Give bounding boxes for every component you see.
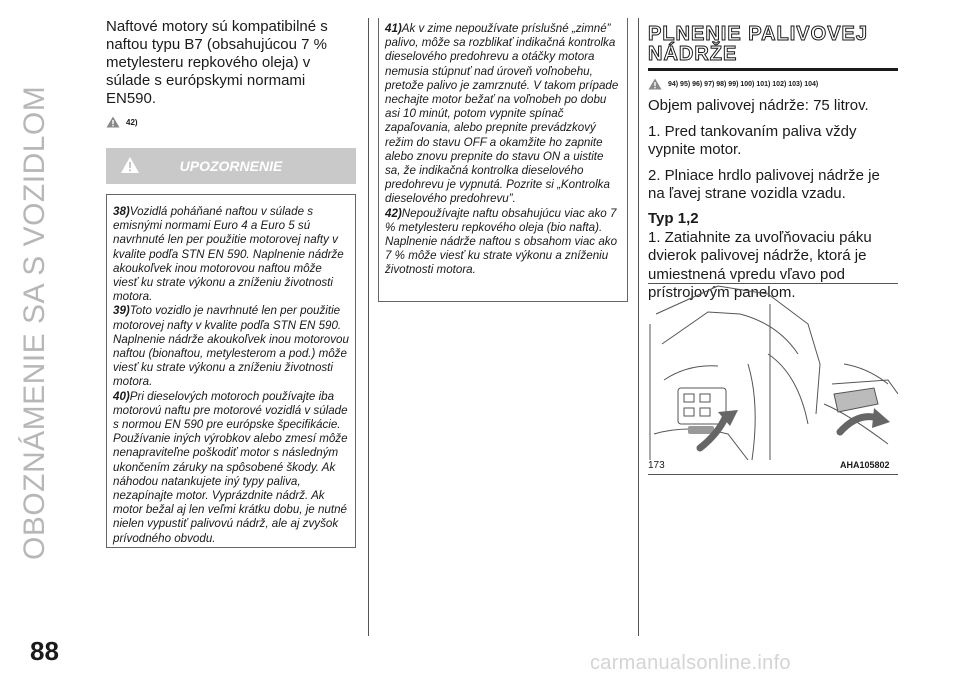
fuel-door-lever-figure [648,283,898,475]
type-heading: Typ 1,2 [648,209,699,227]
section-title: PLNENIE PALIVOVEJ NÁDRŽE [648,23,869,65]
warning-heading: UPOZORNENIE [179,158,283,174]
warning-item: 39)Toto vozidlo je navrhnuté len per použitie motorovej nafty v kvalite podľa STN EN 590. Naplnenie nádrže akoukoľvek inou motorovou naftou (bionaftou, metylesterom a pod.) môže viesť ku strate výkonu a zníženiu životnosti motora. [113,304,349,389]
warning-triangle-icon [106,116,120,128]
middle-column [378,22,628,302]
intro-paragraph: Naftové motory sú kompatibilné s naftou typu B7 (obsahujúcou 7 % metylesteru repkového oleja) v súlade s európskymi normami EN590. [106,18,328,107]
right-column [648,24,898,303]
warning-references [648,78,898,90]
section-title-rule [648,68,898,71]
figure-code: AHA105802 [840,460,890,470]
warning-triangle-icon [120,156,140,174]
warning-item: 41)Ak v zime nepoužívate príslušné „zimné” palivo, môže sa rozblikať indikačná kontrolka dieselového predohrevu a otáčky motora nemusia stúpnuť nad úroveň voľnobehu, pretože palivo je zamrznuté. V takom prípade nechajte motor bežať na voľnobeh po dobu asi 10 minút, potom vypnite spínač zapaľovania, alebo prepnite prevádzkový režim do stavu OFF a okamžite ho zapnite alebo znovu prepnite do stavu ON a uistite sa, že indikačná kontrolka dieselového predohrevu je vypnutá. Pozrite si „Kontrolka dieselového predohrevu”. [385,22,619,206]
reference-number: 42) [126,117,138,127]
step-1: 1. Pred tankovaním paliva vždy vypnite motor. [648,122,857,158]
figure-number: 173 [648,460,665,471]
warning-item: 42)Nepoužívajte naftu obsahujúcu viac ako 7 % metylesteru repkového oleja (bio nafta). Naplnenie nádrže naftou s obsahom viac ako 7 % môže viesť ku strate výkonu a zníženiu životnosti motora. [385,206,618,277]
column-divider [638,18,639,636]
left-column [106,18,356,548]
warning-reference [106,116,356,128]
tank-capacity: Objem palivovej nádrže: 75 litrov. [648,97,869,114]
warning-box [106,194,356,548]
warning-box-continued [378,18,628,302]
type-step-1: 1. Zatiahnite za uvoľňovaciu páku dvierok palivovej nádrže, ktorá je umiestnená vpredu vľavo pod prístrojovým panelom. [648,228,872,301]
page-number: 88 [30,636,59,666]
dashboard-lever-illustration [648,284,898,460]
warning-header [106,148,356,184]
reference-numbers: 94) 95) 96) 97) 98) 99) 100) 101) 102) 103) 104) [668,80,819,88]
warning-item: 38)Vozidlá poháňané naftou v súlade s emisnými normami Euro 4 a Euro 5 sú navrhnuté len per použitie motorovej nafty v kvalite podľa STN EN 590. Naplnenie nádrže akoukoľvek inou motorovou naftou môže viesť ku strate výkonu a zníženiu životnosti motora. [113,205,344,304]
side-section-title: OBOZNÁMENIE SA S VOZIDLOM [18,85,51,560]
column-divider [368,18,369,636]
figure-bottom-rule [648,474,898,475]
warning-triangle-icon [648,78,662,90]
warning-item: 40)Pri dieselových motoroch používajte iba motorovú naftu pre motorové vozidlá v súlade s normou EN 590 pre európske špecifikácie. Používanie iných výrobkov alebo zmesí môže nenapraviteľne poškodiť motor s následným ukončením záruky na spôsobené škody. Ak náhodou natankujete iný typy paliva, nezapínajte motor. Vyprázdnite nádrž. Ak motor bežal aj len veľmi krátku dobu, je nutné nielen vypustiť palivovú nádrž, ale aj zvyšok prívodného obvodu. [113,389,348,545]
step-2: 2. Plniace hrdlo palivovej nádrže je na ľavej strane vozidla vzadu. [648,166,880,202]
watermark: carmanualsonline.info [590,652,791,674]
